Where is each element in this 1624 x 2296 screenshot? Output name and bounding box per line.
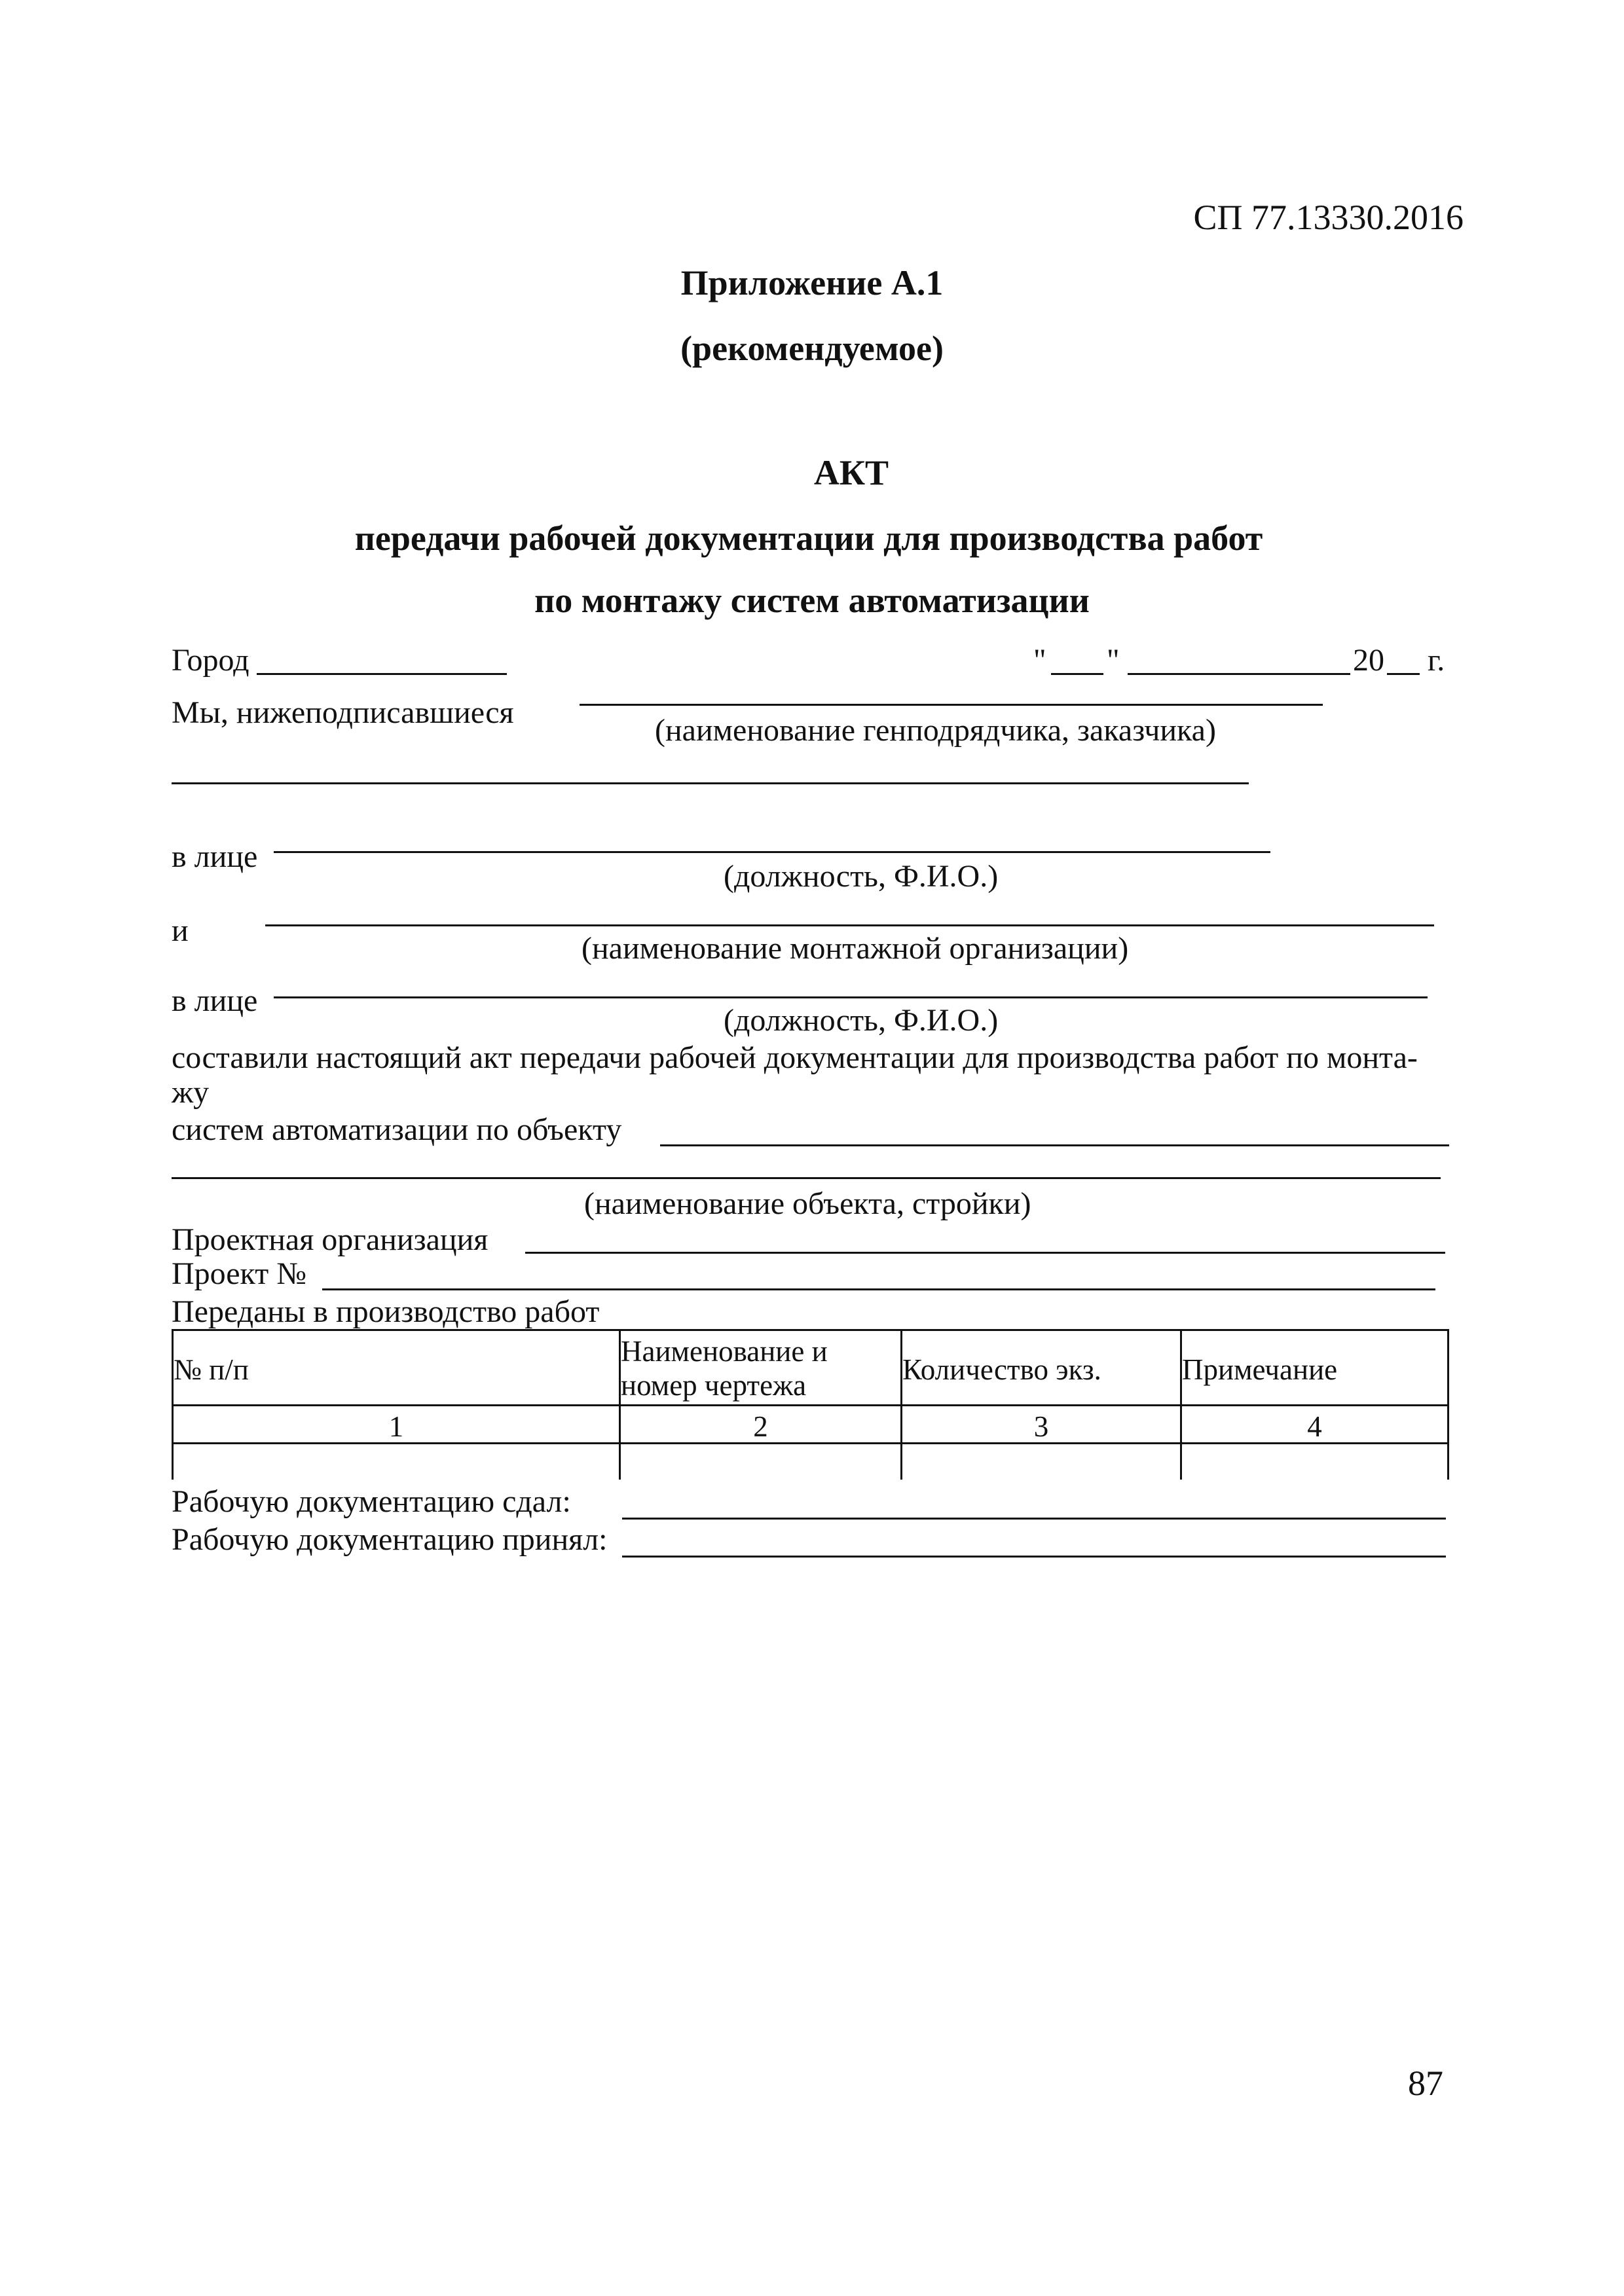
table-header-border xyxy=(172,1404,1449,1406)
object-field[interactable] xyxy=(660,1144,1449,1146)
object-hint: (наименование объекта, стройки) xyxy=(584,1186,1031,1221)
design-org-field[interactable] xyxy=(525,1252,1445,1254)
year-suffix: г. xyxy=(1428,643,1445,678)
act-title: АКТ xyxy=(813,453,889,492)
table-col-border-3 xyxy=(1180,1329,1182,1480)
table-colnum-1: 1 xyxy=(388,1410,404,1443)
table-header-copies: Количество экз. xyxy=(902,1353,1101,1386)
representative-2-field[interactable] xyxy=(274,996,1428,998)
appendix-status: (рекомендуемое) xyxy=(680,329,944,368)
date-quote-open: " xyxy=(1033,643,1046,678)
installation-org-hint: (наименование монтажной организации) xyxy=(581,931,1129,966)
table-col-border-4 xyxy=(1447,1329,1449,1480)
year-prefix: 20 xyxy=(1353,643,1384,678)
statement-line-1: составили настоящий акт передачи рабочей документации для производства работ по монта- xyxy=(172,1040,1418,1075)
project-number-field[interactable] xyxy=(322,1288,1435,1290)
city-label: Город xyxy=(172,643,249,678)
page-number: 87 xyxy=(1408,2064,1443,2103)
table-top-border xyxy=(172,1329,1449,1331)
project-number-label: Проект № xyxy=(172,1256,307,1291)
table-header-number: № п/п xyxy=(174,1353,249,1386)
statement-line-2: жу xyxy=(172,1075,210,1110)
city-field[interactable] xyxy=(257,673,507,675)
undersigned-label: Мы, нижеподписавшиеся xyxy=(172,695,514,730)
accepted-signature-field[interactable] xyxy=(622,1556,1446,1558)
contractor-field[interactable] xyxy=(580,704,1323,706)
representative-1-field[interactable] xyxy=(274,851,1270,853)
representative-1-hint: (должность, Ф.И.О.) xyxy=(724,859,999,894)
contractor-field-cont[interactable] xyxy=(172,782,1249,784)
appendix-title: Приложение А.1 xyxy=(680,263,944,302)
represented-by-label-2: в лице xyxy=(172,983,258,1018)
contractor-hint: (наименование генподрядчика, заказчика) xyxy=(655,713,1216,748)
transferred-label: Переданы в производство работ xyxy=(172,1294,600,1329)
accepted-label: Рабочую документацию принял: xyxy=(172,1522,608,1557)
representative-2-hint: (должность, Ф.И.О.) xyxy=(724,1003,999,1038)
handed-over-signature-field[interactable] xyxy=(622,1518,1446,1520)
table-header-drawing-line1: Наименование и xyxy=(621,1335,828,1368)
object-field-cont[interactable] xyxy=(172,1177,1441,1179)
act-subtitle-line1: передачи рабочей документации для производства работ xyxy=(354,519,1263,558)
table-header-notes: Примечание xyxy=(1182,1353,1338,1386)
table-header-drawing-line2: номер чертежа xyxy=(621,1369,807,1402)
year-field[interactable] xyxy=(1387,673,1420,675)
date-quote-close: " xyxy=(1107,643,1120,678)
handed-over-label: Рабочую документацию сдал: xyxy=(172,1484,571,1519)
table-colnum-2: 2 xyxy=(753,1410,768,1443)
design-org-label: Проектная организация xyxy=(172,1222,489,1257)
table-colnum-3: 3 xyxy=(1033,1410,1049,1443)
standard-code: СП 77.13330.2016 xyxy=(1193,198,1464,237)
object-label: систем автоматизации по объекту xyxy=(172,1112,622,1147)
table-col-border-0 xyxy=(172,1329,174,1480)
month-field[interactable] xyxy=(1128,673,1350,675)
act-subtitle-line2: по монтажу систем автоматизации xyxy=(534,581,1090,620)
represented-by-label-1: в лице xyxy=(172,839,258,874)
day-field[interactable] xyxy=(1051,673,1103,675)
and-label: и xyxy=(172,913,189,948)
installation-org-field[interactable] xyxy=(265,924,1434,926)
table-col-border-2 xyxy=(900,1329,902,1480)
table-colnum-4: 4 xyxy=(1307,1410,1322,1443)
